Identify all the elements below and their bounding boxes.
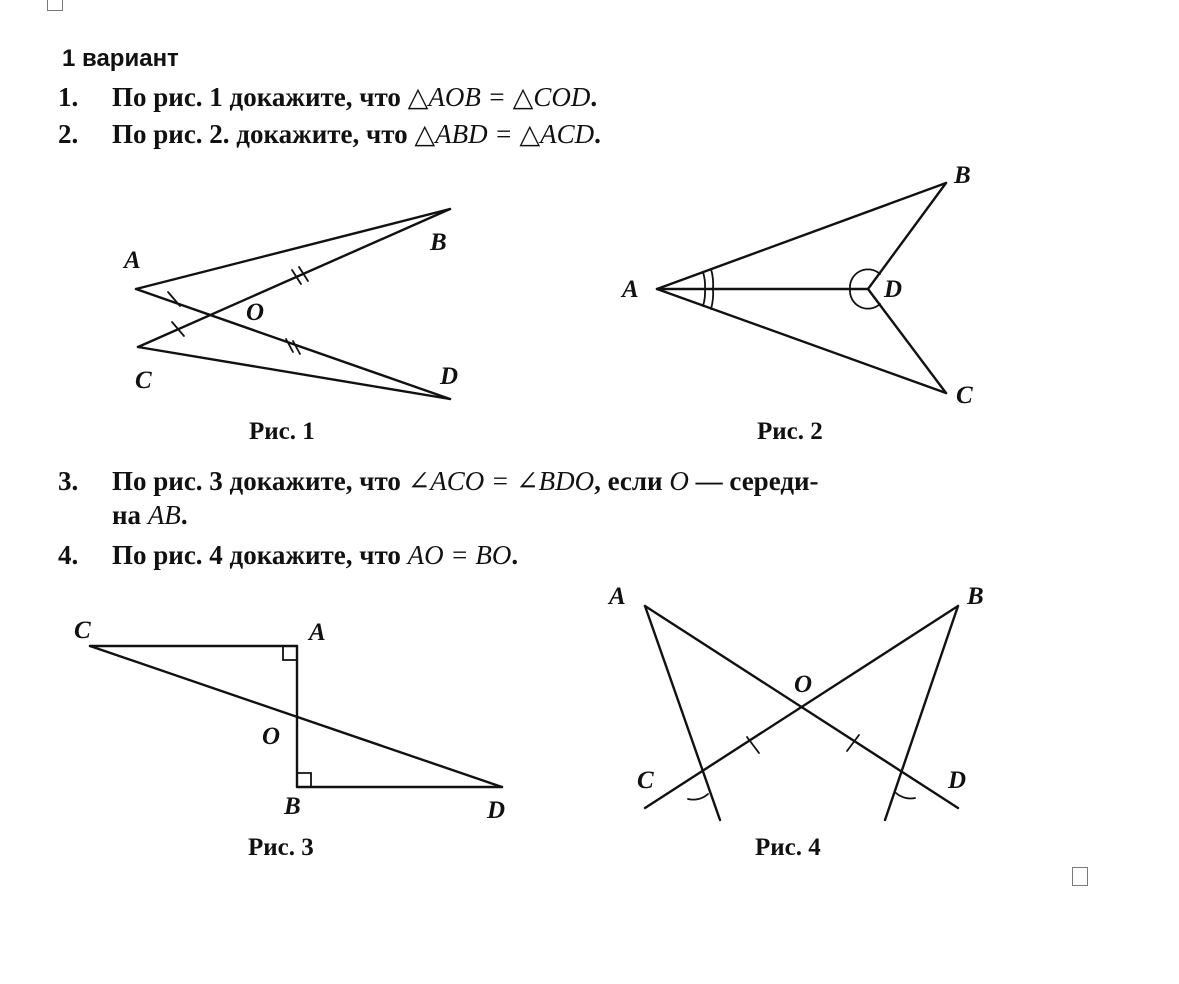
label-A: A (622, 276, 639, 303)
task-text-end: . (594, 119, 601, 149)
label-B: B (284, 793, 301, 820)
figure-4-caption: Рис. 4 (755, 834, 821, 861)
label-A: A (609, 583, 626, 610)
task-number: 1. (58, 82, 79, 112)
angle-arc-D (896, 793, 915, 798)
task-text-end: — середи- (695, 466, 819, 496)
segment-AC (645, 606, 720, 820)
label-B: B (430, 229, 447, 256)
label-D: D (487, 797, 506, 824)
label-C: C (956, 382, 973, 409)
label-O: O (262, 723, 281, 750)
task-text: По рис. 1 докажите, что (112, 82, 401, 112)
label-D: D (948, 767, 967, 794)
task-cont-text: на (112, 500, 142, 530)
task-point: O (669, 466, 689, 496)
label-O: O (794, 671, 813, 698)
label-D: D (884, 276, 903, 303)
task-text: По рис. 4 докажите, что (112, 540, 401, 570)
task-cont-formula: AB (147, 500, 181, 530)
task-formula: AO = BO (407, 540, 512, 570)
figure-3-caption: Рис. 3 (248, 834, 314, 861)
figure-2-caption: Рис. 2 (757, 418, 823, 445)
task-formula: ∠ACO = ∠BDO (407, 466, 595, 496)
task-text-middle: , если (594, 466, 663, 496)
task-text: По рис. 3 докажите, что (112, 466, 401, 496)
task-formula: △AOB = △COD (407, 82, 591, 112)
figure-1-caption: Рис. 1 (249, 418, 315, 445)
task-number: 2. (58, 119, 79, 149)
label-C: C (74, 617, 91, 644)
label-O: O (246, 299, 265, 326)
task-number: 3. (58, 466, 79, 496)
label-B: B (967, 583, 984, 610)
angle-arc-C (688, 794, 708, 800)
label-A: A (124, 247, 141, 274)
label-A: A (309, 619, 326, 646)
task-formula: △ABD = △ACD (414, 119, 595, 149)
task-text-end: . (511, 540, 519, 570)
task-text: По рис. 2. докажите, что (112, 119, 408, 149)
label-C: C (135, 367, 152, 394)
label-B: B (954, 162, 971, 189)
label-D: D (440, 363, 459, 390)
task-number: 4. (58, 540, 79, 570)
task-cont-end: . (180, 500, 188, 530)
task-text-end: . (590, 82, 598, 112)
variant-title: 1 вариант (62, 45, 179, 72)
label-C: C (637, 767, 654, 794)
